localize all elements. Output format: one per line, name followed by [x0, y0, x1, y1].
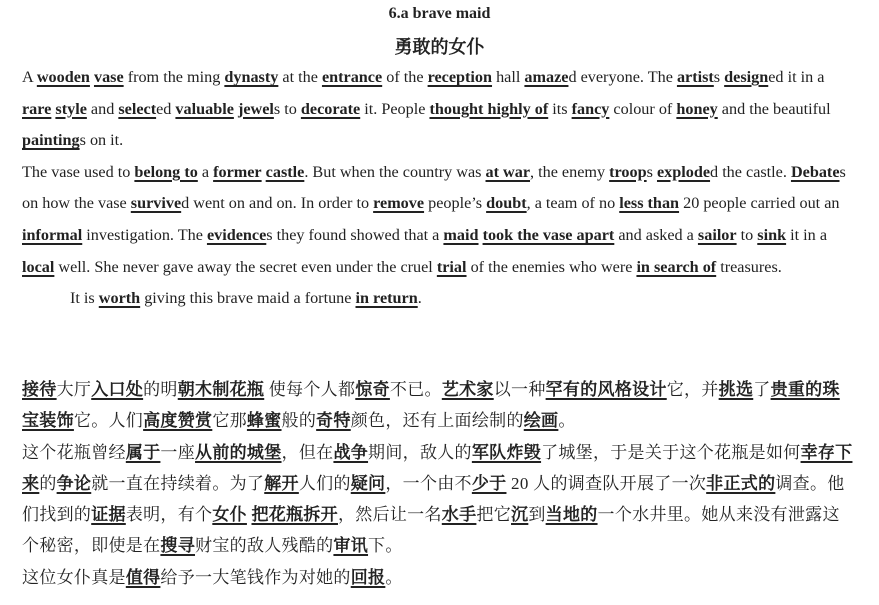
- key-term: survive: [130, 194, 182, 213]
- text-run: 大厅: [56, 380, 92, 399]
- key-term: 审讯: [333, 536, 369, 556]
- key-term: 回报: [350, 567, 386, 587]
- text-run: and asked a: [614, 225, 698, 244]
- text-run: it in a: [786, 225, 828, 244]
- key-term: wooden: [36, 68, 90, 86]
- key-term: 接待: [22, 380, 57, 399]
- key-term: belong to: [134, 162, 198, 181]
- text-run: d went on and on. In order to: [181, 194, 374, 213]
- text-run: 颜色，还有上面绘制的: [350, 411, 524, 431]
- key-term: 奇特: [316, 411, 351, 431]
- text-run: ，然后让一名: [337, 505, 442, 525]
- text-run: it. People: [360, 99, 430, 118]
- key-term: jewel: [237, 99, 274, 118]
- chinese-paragraph-3: [22, 562, 857, 593]
- key-term: 属于: [125, 442, 161, 462]
- text-run: of the: [382, 68, 428, 86]
- text-run: 把它: [476, 505, 512, 525]
- key-term: 朝木制花瓶: [177, 380, 265, 399]
- text-run: 一座: [160, 442, 196, 462]
- text-run: ，但在: [281, 442, 334, 462]
- key-term: 非正式的: [706, 473, 776, 493]
- text-run: 调查。他们找到的: [22, 473, 845, 525]
- text-run: 20 人的调查队开展了一次: [506, 473, 707, 493]
- key-term: 幸存下来: [22, 442, 853, 493]
- text-run: and the beautiful: [717, 99, 831, 118]
- text-run: 它。人们: [73, 411, 144, 431]
- text-run: s: [713, 68, 725, 86]
- text-run: 下。: [368, 536, 403, 556]
- key-term: 少于: [471, 473, 507, 493]
- chinese-paragraph-1: [22, 374, 857, 437]
- key-term: 从前的城堡: [195, 442, 282, 462]
- chinese-title: 勇敢的女仆: [394, 37, 485, 57]
- key-term: decorate: [300, 99, 361, 118]
- key-term: entrance: [321, 68, 383, 86]
- text-run: 以一种: [493, 380, 546, 399]
- text-run: , the enemy: [530, 162, 610, 181]
- text-run: s they found showed that a: [266, 225, 444, 244]
- key-term: worth: [98, 289, 141, 308]
- key-term: 把花瓶拆开: [251, 505, 338, 525]
- key-term: informal: [22, 225, 83, 244]
- key-term: evidence: [206, 225, 267, 244]
- key-term: 证据: [91, 505, 126, 525]
- text-run: 到: [528, 505, 546, 525]
- key-term: sink: [757, 225, 787, 244]
- text-run: giving this brave maid a fortune: [140, 289, 356, 308]
- text-run: well. She never gave away the secret even under the cruel: [54, 257, 437, 276]
- text-run: 就一直在持续着。为了: [91, 473, 265, 493]
- text-run: 。: [558, 411, 576, 431]
- text-run: s on how the vase: [22, 162, 846, 213]
- text-run: 了: [753, 380, 771, 399]
- text-run: .: [417, 289, 422, 308]
- text-run: colour of: [609, 99, 677, 118]
- text-run: s to: [273, 99, 301, 118]
- text-run: 给予一大笔钱作为对她的: [160, 567, 351, 587]
- text-run: ed: [156, 99, 176, 118]
- english-paragraph-2: [22, 157, 857, 283]
- text-run: a: [197, 162, 214, 181]
- key-term: Debate: [790, 162, 840, 181]
- key-term: 女仆: [212, 505, 247, 525]
- text-run: 使每个人都: [264, 380, 356, 399]
- key-term: painting: [22, 131, 80, 150]
- text-run: d everyone. The: [568, 68, 677, 86]
- text-run: to: [736, 225, 758, 244]
- key-term: trial: [436, 257, 467, 276]
- key-term: former: [213, 162, 262, 181]
- key-term: took the vase apart: [482, 225, 615, 244]
- english-paragraph-1: [22, 62, 857, 157]
- text-run: 一个水井里。她从来没有泄露这个秘密，即使是在: [22, 505, 840, 556]
- key-term: doubt: [486, 194, 527, 213]
- text-run: 的: [39, 473, 57, 493]
- key-term: 挑选: [718, 380, 754, 399]
- key-term: 入口处: [91, 380, 144, 399]
- key-term: 战争: [333, 442, 369, 462]
- text-run: 这位女仆真是: [22, 567, 126, 587]
- key-term: 贵重的珠宝装饰: [22, 380, 840, 431]
- text-run: at the: [278, 68, 322, 86]
- english-paragraph-3: [22, 283, 857, 315]
- key-term: at war: [485, 162, 531, 181]
- key-term: 值得: [125, 567, 161, 587]
- key-term: 当地的: [545, 505, 598, 525]
- text-run: The vase used to: [22, 162, 135, 181]
- key-term: thought highly of: [429, 99, 549, 118]
- key-term: remove: [373, 194, 425, 213]
- text-run: people’s: [424, 194, 487, 213]
- text-run: 它，并: [666, 380, 719, 399]
- key-term: 高度赞赏: [143, 411, 213, 431]
- key-term: reception: [427, 68, 493, 86]
- key-term: 沉: [511, 505, 529, 525]
- text-run: A: [22, 68, 37, 86]
- key-term: style: [55, 99, 87, 118]
- key-term: 艺术家: [441, 380, 494, 399]
- key-term: select: [118, 99, 157, 118]
- text-run: s: [646, 162, 657, 181]
- text-run: 它那: [212, 411, 247, 431]
- key-term: in search of: [636, 257, 717, 276]
- key-term: in return: [355, 289, 418, 308]
- text-run: 这个花瓶曾经: [22, 442, 126, 462]
- key-term: 军队炸毁: [471, 442, 542, 462]
- english-title: 6.a brave maid: [388, 5, 491, 22]
- text-run: investigation. The: [82, 225, 207, 244]
- key-term: troop: [609, 162, 647, 181]
- text-run: d the castle.: [710, 162, 791, 181]
- key-term: maid: [443, 225, 479, 244]
- text-run: and: [86, 99, 119, 118]
- text-run: 了城堡，于是关于这个花瓶是如何: [541, 442, 801, 462]
- key-term: 疑问: [350, 473, 386, 493]
- text-run: 不已。: [389, 380, 442, 399]
- text-run: 般的: [281, 411, 317, 431]
- key-term: honey: [676, 99, 718, 118]
- text-run: s on it.: [79, 131, 124, 150]
- text-run: 20 people carried out an: [679, 194, 840, 213]
- text-run: its: [548, 99, 572, 118]
- chinese-passage: [22, 374, 857, 593]
- text-run: ed it in a: [768, 68, 825, 86]
- chinese-paragraph-2: [22, 437, 857, 562]
- english-passage: [22, 62, 857, 315]
- text-run: of the enemies who were: [466, 257, 637, 276]
- key-term: 解开: [264, 473, 299, 493]
- key-term: design: [724, 68, 769, 86]
- key-term: castle: [265, 162, 305, 181]
- key-term: 水手: [441, 505, 477, 525]
- text-run: ，一个由不: [385, 473, 472, 493]
- key-term: fancy: [571, 99, 610, 118]
- text-run: from the ming: [123, 68, 225, 86]
- key-term: local: [22, 257, 55, 276]
- key-term: dynasty: [224, 68, 279, 86]
- text-run: It is: [70, 289, 99, 308]
- key-term: 争论: [56, 473, 92, 493]
- key-term: vase: [93, 68, 124, 86]
- key-term: valuable: [175, 99, 234, 118]
- text-run: 。: [385, 567, 403, 587]
- text-run: 人们的: [298, 473, 351, 493]
- key-term: 罕有的风格设计: [545, 380, 667, 399]
- text-run: treasures.: [716, 257, 782, 276]
- text-run: 财宝的敌人残酷的: [195, 536, 334, 556]
- text-run: 表明，有个: [125, 505, 213, 525]
- key-term: amaze: [524, 68, 569, 86]
- key-term: sailor: [697, 225, 737, 244]
- text-run: hall: [492, 68, 525, 86]
- text-run: , a team of no: [526, 194, 620, 213]
- text-run: 期间，敌人的: [368, 442, 472, 462]
- key-term: 惊奇: [355, 380, 390, 399]
- key-term: 蜂蜜: [246, 411, 282, 431]
- key-term: artist: [676, 68, 714, 86]
- text-run: 的明: [143, 380, 178, 399]
- key-term: explode: [656, 162, 711, 181]
- key-term: 搜寻: [160, 536, 196, 556]
- key-term: rare: [22, 99, 52, 118]
- key-term: 绘画: [523, 411, 559, 431]
- key-term: less than: [619, 194, 680, 213]
- text-run: . But when the country was: [304, 162, 486, 181]
